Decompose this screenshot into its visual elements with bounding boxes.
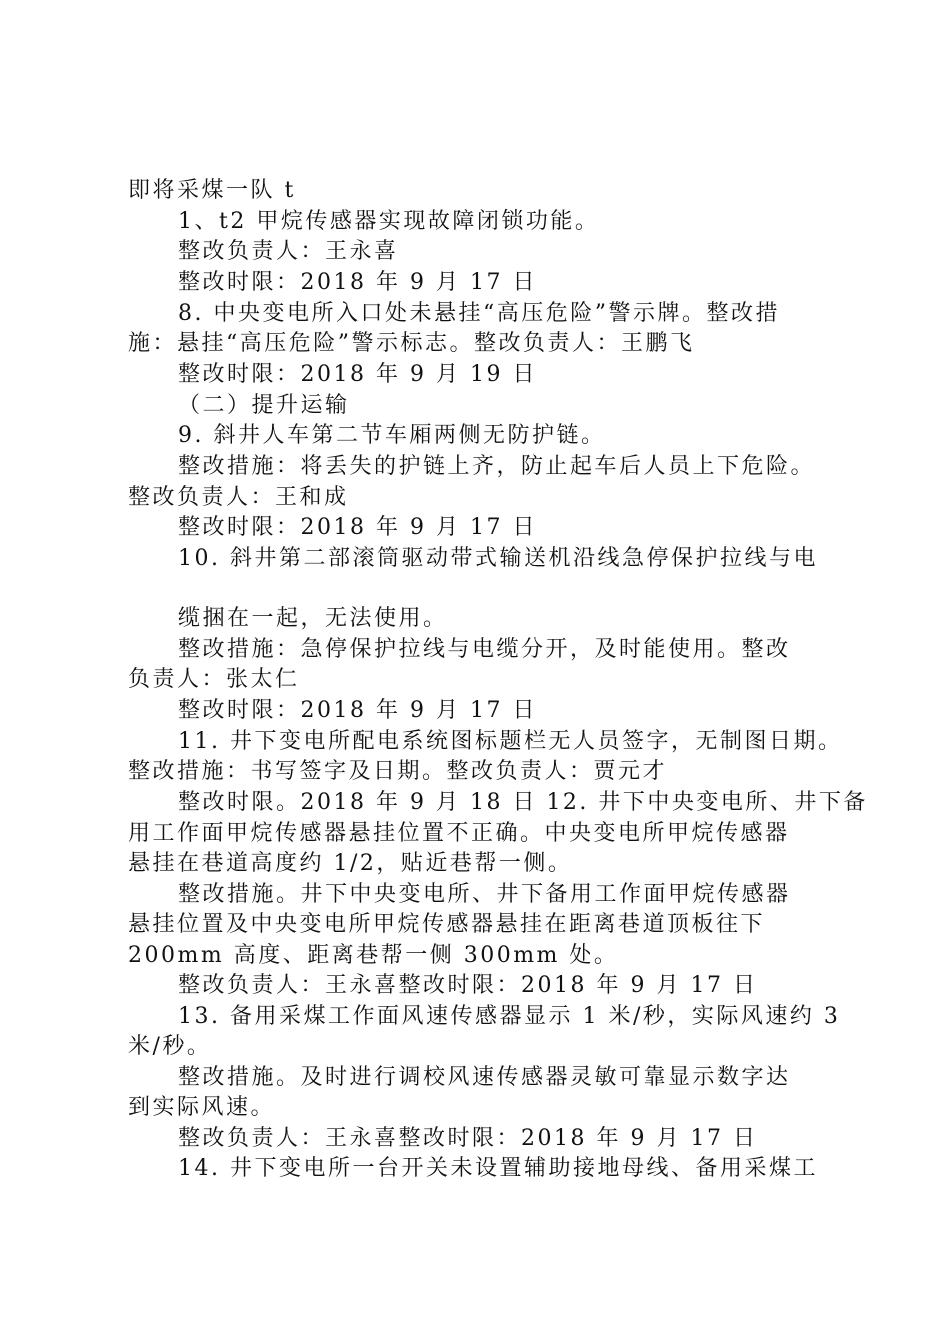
text-line: 200mm 高度、距离巷帮一侧 300mm 处。	[128, 943, 619, 968]
text-line: 到实际风速。	[128, 1095, 276, 1120]
text-line: 整改时限：2018 年 9 月 17 日	[178, 698, 537, 723]
section-heading: （二）提升运输	[178, 393, 350, 418]
text-line: 缆捆在一起，无法使用。	[178, 606, 448, 631]
text-line: 整改负责人：王永喜	[178, 239, 399, 264]
text-line: 整改负责人：王和成	[128, 485, 349, 510]
text-line: 悬挂位置及中央变电所甲烷传感器悬挂在距离巷道顶板往下	[128, 912, 766, 937]
text-line: 负责人：张太仁	[128, 667, 300, 692]
text-line: 整改负责人：王永喜整改时限：2018 年 9 月 17 日	[178, 1126, 758, 1151]
text-line: 10. 斜井第二部滚筒驱动带式输送机沿线急停保护拉线与电	[178, 546, 818, 571]
text-line: 8. 中央变电所入口处未悬挂“高压危险”警示牌。整改措	[178, 301, 780, 326]
text-line: 整改措施：急停保护拉线与电缆分开，及时能使用。整改	[178, 637, 791, 662]
text-line: 米/秒。	[128, 1034, 212, 1059]
text-line: 整改负责人：王永喜整改时限：2018 年 9 月 17 日	[178, 973, 758, 998]
text-line: 11. 井下变电所配电系统图标题栏无人员签字，无制图日期。	[178, 729, 843, 754]
text-line: 14. 井下变电所一台开关未设置辅助接地母线、备用采煤工	[178, 1156, 818, 1181]
text-line: 整改时限：2018 年 9 月 17 日	[178, 515, 537, 540]
text-line: 整改措施。及时进行调校风速传感器灵敏可靠显示数字达	[178, 1065, 791, 1090]
text-line: 整改措施：将丢失的护链上齐，防止起车后人员上下危险。	[178, 454, 816, 479]
text-line: 整改措施。井下中央变电所、井下备用工作面甲烷传感器	[178, 882, 791, 907]
text-line: 9. 斜井人车第二节车厢两侧无防护链。	[178, 423, 606, 448]
text-line: 13. 备用采煤工作面风速传感器显示 1 米/秒，实际风速约 3	[178, 1004, 841, 1029]
text-line: 悬挂在巷道高度约 1/2，贴近巷帮一侧。	[128, 851, 573, 876]
text-line: 施：悬挂“高压危险”警示标志。整改负责人：王鹏飞	[128, 331, 695, 356]
text-line: 用工作面甲烷传感器悬挂位置不正确。中央变电所甲烷传感器	[128, 821, 790, 846]
text-line: 整改措施：书写签字及日期。整改负责人：贾元才	[128, 759, 668, 784]
text-line: 整改时限：2018 年 9 月 17 日	[178, 270, 537, 295]
text-line: 整改时限：2018 年 9 月 19 日	[178, 362, 537, 387]
text-line: 整改时限。2018 年 9 月 18 日 12. 井下中央变电所、井下备	[178, 790, 868, 815]
text-line: 即将采煤一队 t	[128, 178, 296, 203]
text-line: 1、t2 甲烷传感器实现故障闭锁功能。	[178, 209, 600, 234]
